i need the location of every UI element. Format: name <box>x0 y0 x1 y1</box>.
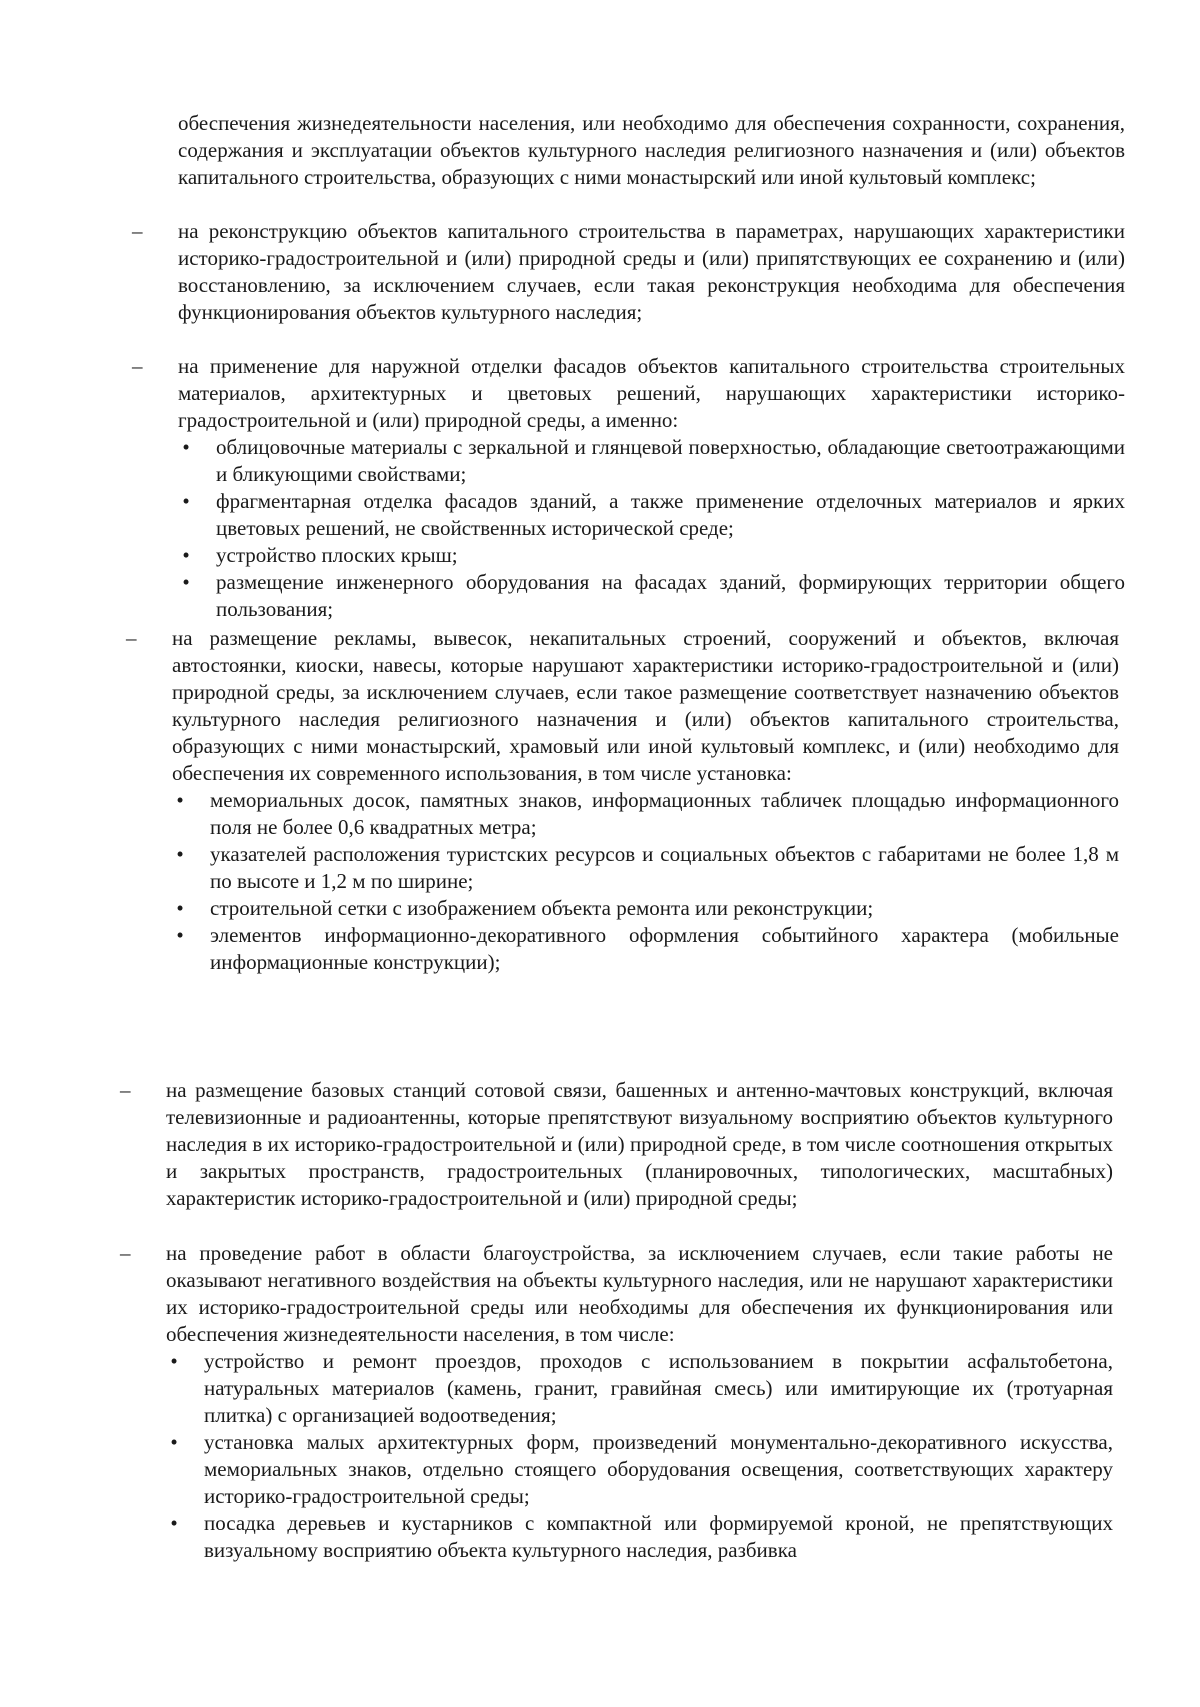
item-text: на реконструкцию объектов капитального строительства в параметрах, нарушающих характеристики историко-градостроительной и (или) природной среды и (или) припятствующих ее сохранению и (или) восстановлению, за исключением случаев, если такая реконструкция необходима для обеспечения функционирования объектов культурного наследия; <box>178 219 1125 324</box>
list-item: • мемориальных досок, памятных знаков, информационных табличек площадью информационного поля не более 0,6 квадратных метра; <box>172 787 1119 841</box>
dash-marker: – <box>120 1078 131 1102</box>
bullet-marker: • <box>176 896 184 920</box>
list-item: • строительной сетки с изображением объекта ремонта или реконструкции; <box>172 895 1119 922</box>
list-item-base-stations <box>120 1077 1113 1212</box>
list-item: • посадка деревьев и кустарников с компактной или формируемой кроной, не препятствующих визуальному восприятию объекта культурного наследия, разбивка <box>166 1510 1113 1564</box>
dash-marker: – <box>132 219 143 243</box>
dash-marker: – <box>126 626 137 650</box>
list-item: • элементов информационно-декоративного оформления событийного характера (мобильные информационные конструкции); <box>172 922 1119 976</box>
bullet-marker: • <box>176 923 184 947</box>
bullet-marker: • <box>176 842 184 866</box>
list-item: • устройство и ремонт проездов, проходов с использованием в покрытии асфальтобетона, натуральных материалов (камень, гранит, гравийная смесь) или имитирующие их (тротуарная плитка) с организацией водоотведения; <box>166 1348 1113 1429</box>
item-text: на размещение рекламы, вывесок, некапитальных строений, сооружений и объектов, включая автостоянки, киоски, навесы, которые нарушают характеристики историко-градостроительной и (или) природной среды, за исключением случаев, если такое размещение соответствует назначению объектов культурного наследия религиозного назначения и (или) объектов капитального строительства, образующих с ними монастырский, храмовый или иной культовый комплекс, и (или) необходимо для обеспечения их современного использования, в том числе установка: <box>172 626 1119 785</box>
list-item: • устройство плоских крыш; <box>178 542 1125 569</box>
list-item: • фрагментарная отделка фасадов зданий, а также применение отделочных материалов и ярких цветовых решений, не свойственных исторической среде; <box>178 488 1125 542</box>
dash-marker: – <box>132 354 143 378</box>
item-text: на применение для наружной отделки фасадов объектов капитального строительства строительных материалов, архитектурных и цветовых решений, нарушающих характеристики историко-градостроительной и (или) природной среды, а именно: <box>178 354 1125 432</box>
list-item-landscaping <box>120 1240 1113 1564</box>
sublist <box>172 787 1119 976</box>
intro-text: обеспечения жизнедеятельности населения, или необходимо для обеспечения сохранности, сохранения, содержания и эксплуатации объектов культурного наследия религиозного назначения и (или) объектов капитального строительства, образующих с ними монастырский или иной культовый комплекс; <box>178 111 1125 189</box>
item-text: на проведение работ в области благоустройства, за исключением случаев, если такие работы не оказывают негативного воздействия на объекты культурного наследия, или не нарушают характеристики их историко-градостроительной среды или необходимы для обеспечения их функционирования или обеспечения жизнедеятельности населения, в том числе: <box>166 1241 1113 1346</box>
list-item: • установка малых архитектурных форм, произведений монументально-декоративного искусства, мемориальных знаков, отдельно стоящего оборудования освещения, соответствующих характеру историко-градостроительной среды; <box>166 1429 1113 1510</box>
sublist <box>166 1348 1113 1564</box>
list-item-reconstruction <box>132 218 1125 326</box>
bullet-marker: • <box>182 489 190 513</box>
bullet-marker: • <box>182 435 190 459</box>
list-item: • размещение инженерного оборудования на фасадах зданий, формирующих территории общего пользования; <box>178 569 1125 623</box>
bullet-marker: • <box>182 543 190 567</box>
list-item-facade-finishing <box>132 353 1125 623</box>
list-item-advertising <box>126 625 1119 976</box>
list-item: • облицовочные материалы с зеркальной и глянцевой поверхностью, обладающие светоотражающими и бликующими свойствами; <box>178 434 1125 488</box>
bullet-marker: • <box>170 1430 178 1454</box>
bullet-marker: • <box>170 1511 178 1535</box>
list-item: • указателей расположения туристских ресурсов и социальных объектов с габаритами не более 1,8 м по высоте и 1,2 м по ширине; <box>172 841 1119 895</box>
bullet-marker: • <box>170 1349 178 1373</box>
sublist <box>178 434 1125 623</box>
bullet-marker: • <box>182 570 190 594</box>
item-text: на размещение базовых станций сотовой связи, башенных и антенно-мачтовых конструкций, включая телевизионные и радиоантенны, которые препятствуют визуальному восприятию объектов культурного наследия в их историко-градостроительной и (или) природной среде, в том числе соотношения открытых и закрытых пространств, градостроительных (планировочных, типологических, масштабных) характеристик историко-градостроительной и (или) природной среды; <box>166 1078 1113 1210</box>
intro-paragraph <box>178 110 1125 191</box>
dash-marker: – <box>120 1241 131 1265</box>
bullet-marker: • <box>176 788 184 812</box>
